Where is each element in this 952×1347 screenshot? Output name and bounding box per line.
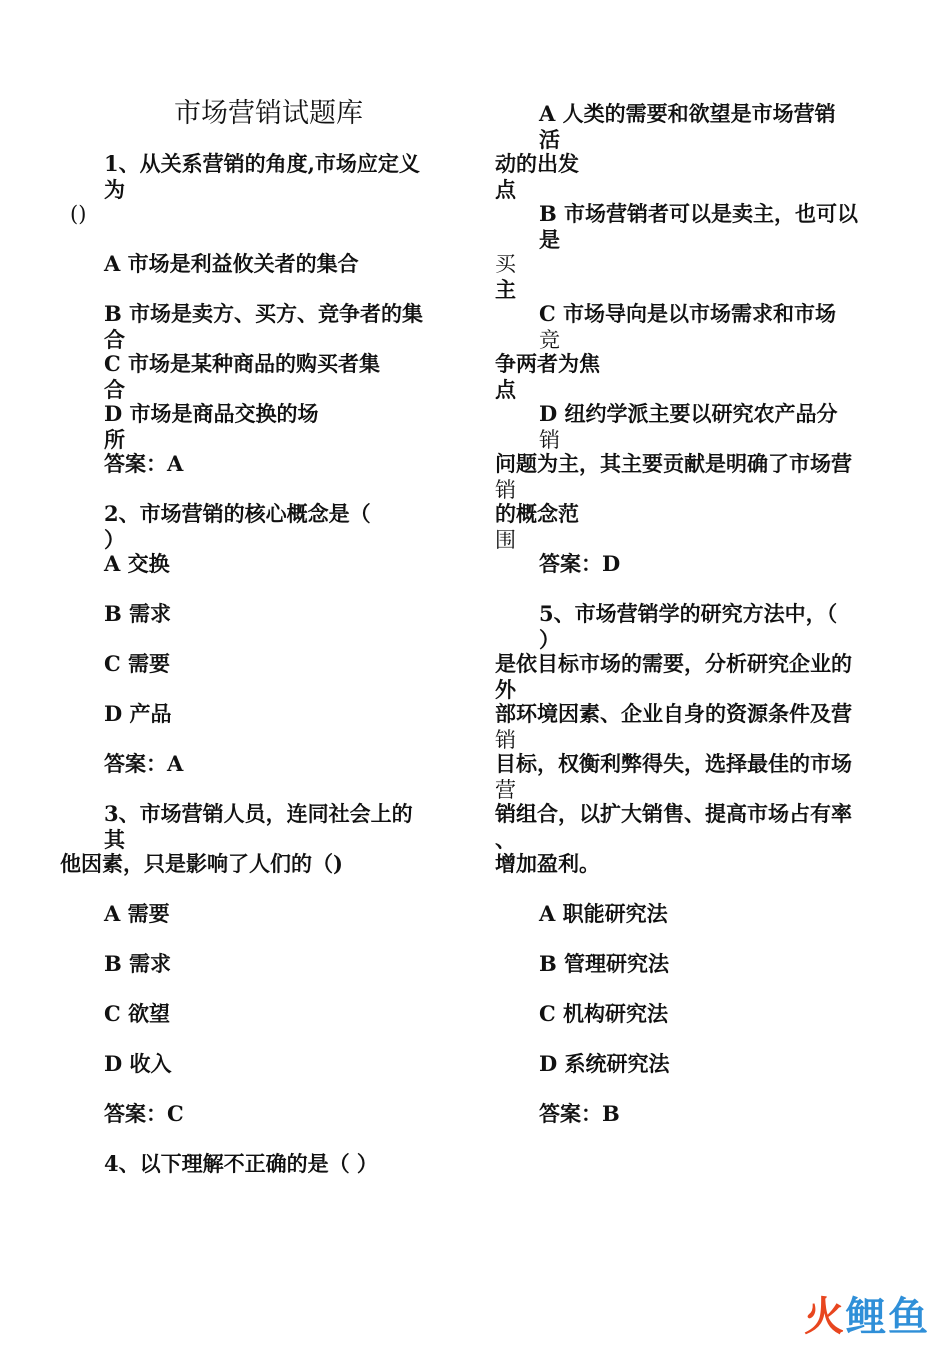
question-4-text: 4、以下理解不正确的是（ ） xyxy=(104,1151,378,1176)
question-5-text-cont-5: 增加盈利。 xyxy=(495,851,600,876)
question-4-option-b-cont: 买 xyxy=(495,252,516,276)
question-4-answer: 答案：D xyxy=(539,551,621,576)
question-4-option-d-cont-2: 的概念范 xyxy=(495,501,579,526)
question-5-text-cont-2-wrap: 销 xyxy=(495,728,516,752)
question-1-option-a: A 市场是利益攸关者的集合 xyxy=(104,251,359,276)
question-4-option-d-wrap: 销 xyxy=(539,428,560,452)
question-5-text-cont-1-wrap: 外 xyxy=(495,677,516,702)
question-1-text: 1、从关系营销的角度,市场应定义 xyxy=(104,151,420,176)
question-5-text-cont-1: 是依目标市场的需要，分析研究企业的 xyxy=(495,651,852,676)
question-2-option-b: B 需求 xyxy=(104,601,172,626)
watermark-logo-part1: 火 xyxy=(804,1294,846,1340)
question-1-option-b: B 市场是卖方、买方、竞争者的集 xyxy=(104,301,424,326)
question-3-option-b: B 需求 xyxy=(104,951,172,976)
question-2-option-d: D 产品 xyxy=(104,701,172,726)
question-1-option-d-wrap: 所 xyxy=(104,427,125,452)
question-3-option-c: C 欲望 xyxy=(104,1001,171,1026)
question-4-option-d: D 纽约学派主要以研究农产品分 xyxy=(539,401,838,426)
question-4-option-a-cont: 动的出发 xyxy=(495,151,579,176)
question-1-answer: 答案：A xyxy=(104,451,184,476)
question-4-option-c-cont: 争两者为焦 xyxy=(495,351,600,376)
question-4-option-b-wrap: 是 xyxy=(539,227,560,252)
question-4-option-c-cont-wrap: 点 xyxy=(495,377,516,402)
question-5-option-b: B 管理研究法 xyxy=(539,951,670,976)
question-4-option-b-cont-wrap: 主 xyxy=(495,277,516,302)
page-title: 市场营销试题库 xyxy=(174,98,363,129)
question-2-option-a: A 交换 xyxy=(104,551,170,576)
question-4-option-d-cont: 问题为主，其主要贡献是明确了市场营 xyxy=(495,451,852,476)
question-5-text-cont-4: 销组合，以扩大销售、提高市场占有率 xyxy=(495,801,852,826)
question-3-answer: 答案：C xyxy=(104,1101,184,1126)
question-5-text-cont-4-wrap: 、 xyxy=(495,827,516,852)
question-5-answer: 答案：B xyxy=(539,1101,620,1126)
question-3-option-a: A 需要 xyxy=(104,901,170,926)
question-2-answer: 答案：A xyxy=(104,751,184,776)
question-3-text-cont: 他因素，只是影响了人们的（) xyxy=(60,851,343,876)
watermark-logo-part2: 鲤鱼 xyxy=(846,1294,930,1340)
question-2-text: 2、市场营销的核心概念是（ xyxy=(104,501,371,526)
question-3-option-d: D 收入 xyxy=(104,1051,172,1076)
watermark-logo xyxy=(804,1295,930,1339)
question-5-text-wrap: ） xyxy=(539,627,560,652)
question-1-option-d: D 市场是商品交换的场 xyxy=(104,401,319,426)
question-4-option-b: B 市场营销者可以是卖主，也可以 xyxy=(539,201,859,226)
question-4-option-a: A 人类的需要和欲望是市场营销 xyxy=(539,101,836,126)
question-4-option-d-cont-wrap: 销 xyxy=(495,478,516,502)
question-4-option-c: C 市场导向是以市场需求和市场 xyxy=(539,301,837,326)
question-5-text-cont-2: 部环境因素、企业自身的资源条件及营 xyxy=(495,701,852,726)
question-3-text: 3、市场营销人员，连同社会上的 xyxy=(104,801,413,826)
question-1-option-b-wrap: 合 xyxy=(104,327,125,352)
question-1-text-wrap: 为 xyxy=(104,177,125,202)
question-5-option-d: D 系统研究法 xyxy=(539,1051,670,1076)
question-3-text-wrap: 其 xyxy=(104,827,125,852)
question-5-text-cont-3: 目标，权衡利弊得失，选择最佳的市场 xyxy=(495,751,852,776)
question-5-option-c: C 机构研究法 xyxy=(539,1001,669,1026)
question-4-option-c-wrap: 竞 xyxy=(539,328,560,352)
question-1-option-c-wrap: 合 xyxy=(104,377,125,402)
question-5-text-cont-3-wrap: 营 xyxy=(495,778,516,802)
question-1-blank: () xyxy=(70,202,87,226)
question-4-option-a-wrap: 活 xyxy=(539,127,560,152)
question-4-option-d-cont-2-wrap: 围 xyxy=(495,528,516,552)
question-5-option-a: A 职能研究法 xyxy=(539,901,668,926)
question-4-option-a-cont-wrap: 点 xyxy=(495,177,516,202)
question-2-option-c: C 需要 xyxy=(104,651,171,676)
question-5-text: 5、市场营销学的研究方法中，（ xyxy=(539,601,838,626)
question-2-text-wrap: ） xyxy=(104,527,125,552)
question-1-option-c: C 市场是某种商品的购买者集 xyxy=(104,351,381,376)
